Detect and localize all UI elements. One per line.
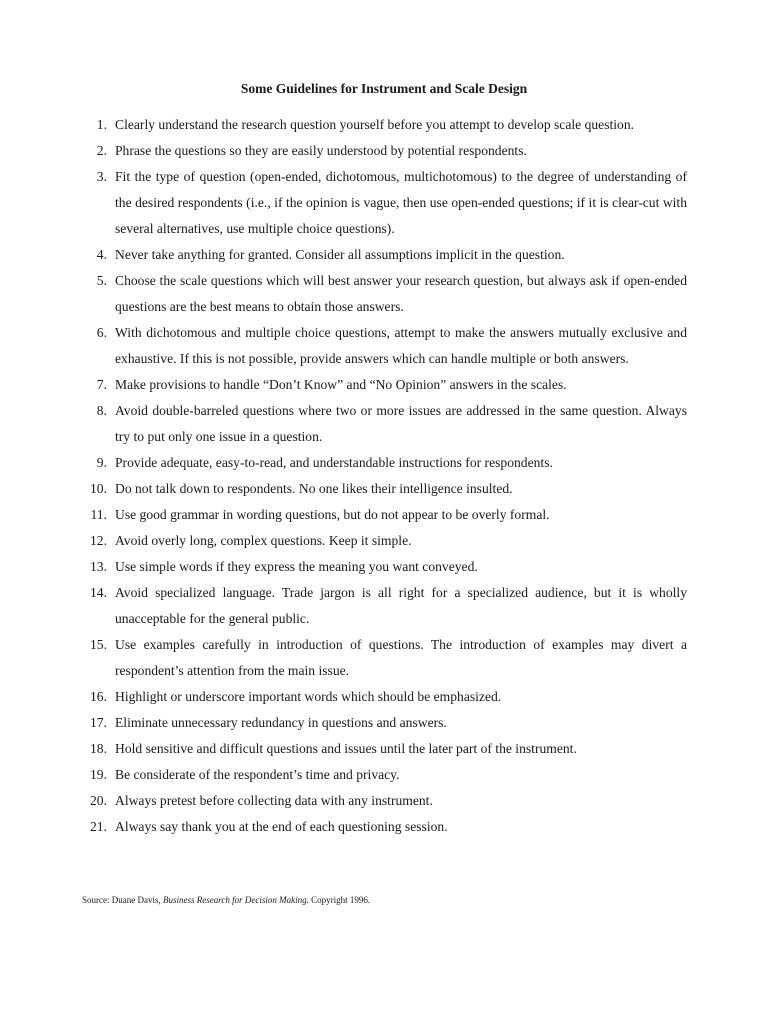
source-prefix: Source: Duane Davis, <box>82 895 163 905</box>
list-item-number: 10. <box>90 481 107 496</box>
list-item <box>85 242 687 268</box>
guideline-list <box>85 112 687 840</box>
list-item <box>85 112 687 138</box>
list-item-number: 20. <box>90 793 107 808</box>
list-item-number: 3. <box>96 169 107 184</box>
list-item <box>85 502 687 528</box>
list-item <box>85 762 687 788</box>
list-item-number: 19. <box>90 767 107 782</box>
list-item-number: 18. <box>90 741 107 756</box>
list-item-text: Use good grammar in wording questions, but do not appear to be overly formal. <box>115 507 550 522</box>
list-item <box>85 788 687 814</box>
list-item-text: Fit the type of question (open-ended, dichotomous, multichotomous) to the degree of understanding of the desired respondents (i.e., if the opinion is vague, then use open-ended questions; if it is clear-cut with several alternatives, use multiple choice questions). <box>115 169 687 236</box>
list-item-text: Avoid double-barreled questions where two or more issues are addressed in the same question. Always try to put only one issue in a question. <box>115 403 687 444</box>
list-item-number: 16. <box>90 689 107 704</box>
list-item-text: Use examples carefully in introduction of questions. The introduction of examples may divert a respondent’s attention from the main issue. <box>115 637 687 678</box>
list-item-number: 14. <box>90 585 107 600</box>
list-item-text: Clearly understand the research question yourself before you attempt to develop scale question. <box>115 117 635 132</box>
list-item-text: Phrase the questions so they are easily understood by potential respondents. <box>115 143 527 158</box>
list-item-number: 8. <box>96 403 107 418</box>
list-item-text: Be considerate of the respondent’s time and privacy. <box>115 767 400 782</box>
list-item <box>85 268 687 320</box>
list-item-text: Make provisions to handle “Don’t Know” and “No Opinion” answers in the scales. <box>115 377 567 392</box>
page-title: Some Guidelines for Instrument and Scale Design <box>240 81 528 96</box>
list-item-number: 12. <box>90 533 107 548</box>
list-item-text: Do not talk down to respondents. No one likes their intelligence insulted. <box>115 481 513 496</box>
list-item-text: With dichotomous and multiple choice questions, attempt to make the answers mutually exclusive and exhaustive. If this is not possible, provide answers which can handle multiple or both answers. <box>115 325 687 366</box>
list-item-number: 11. <box>90 507 107 522</box>
list-item-number: 9. <box>96 455 107 470</box>
list-item-text: Choose the scale questions which will best answer your research question, but always ask if open-ended questions are the best means to obtain those answers. <box>115 273 687 314</box>
list-item-number: 6. <box>96 325 107 340</box>
list-item-text: Hold sensitive and difficult questions and issues until the later part of the instrument. <box>115 741 577 756</box>
list-item-number: 4. <box>96 247 107 262</box>
list-item-text: Use simple words if they express the meaning you want conveyed. <box>115 559 478 574</box>
list-item <box>85 372 687 398</box>
list-item-number: 2. <box>96 143 107 158</box>
list-item-number: 21. <box>90 819 107 834</box>
list-item <box>85 320 687 372</box>
list-item-text: Highlight or underscore important words which should be emphasized. <box>115 689 502 704</box>
list-item <box>85 554 687 580</box>
list-item-text: Always say thank you at the end of each questioning session. <box>115 819 448 834</box>
list-item-text: Provide adequate, easy-to-read, and understandable instructions for respondents. <box>115 455 553 470</box>
list-item-number: 5. <box>96 273 107 288</box>
list-item <box>85 476 687 502</box>
list-item-text: Eliminate unnecessary redundancy in questions and answers. <box>115 715 447 730</box>
list-item <box>85 632 687 684</box>
source-book-title: Business Research for Decision Making. <box>162 895 309 905</box>
list-item-number: 15. <box>90 637 107 652</box>
list-item-text: Never take anything for granted. Consider all assumptions implicit in the question. <box>115 247 565 262</box>
list-item-number: 1. <box>96 117 107 132</box>
list-item <box>85 138 687 164</box>
list-item-number: 7. <box>96 377 107 392</box>
list-item <box>85 398 687 450</box>
list-item <box>85 684 687 710</box>
source-citation <box>82 893 370 907</box>
list-item-text: Avoid overly long, complex questions. Keep it simple. <box>115 533 412 548</box>
list-item-number: 13. <box>90 559 107 574</box>
list-item <box>85 710 687 736</box>
list-item <box>85 736 687 762</box>
source-suffix: Copyright 1996. <box>308 895 371 905</box>
list-item-number: 17. <box>90 715 107 730</box>
list-item <box>85 450 687 476</box>
list-item <box>85 814 687 840</box>
list-item <box>85 164 687 242</box>
list-item-text: Always pretest before collecting data with any instrument. <box>115 793 433 808</box>
list-item-text: Avoid specialized language. Trade jargon is all right for a specialized audience, but it is wholly unacceptable for the general public. <box>115 585 687 626</box>
list-item <box>85 528 687 554</box>
list-item <box>85 580 687 632</box>
